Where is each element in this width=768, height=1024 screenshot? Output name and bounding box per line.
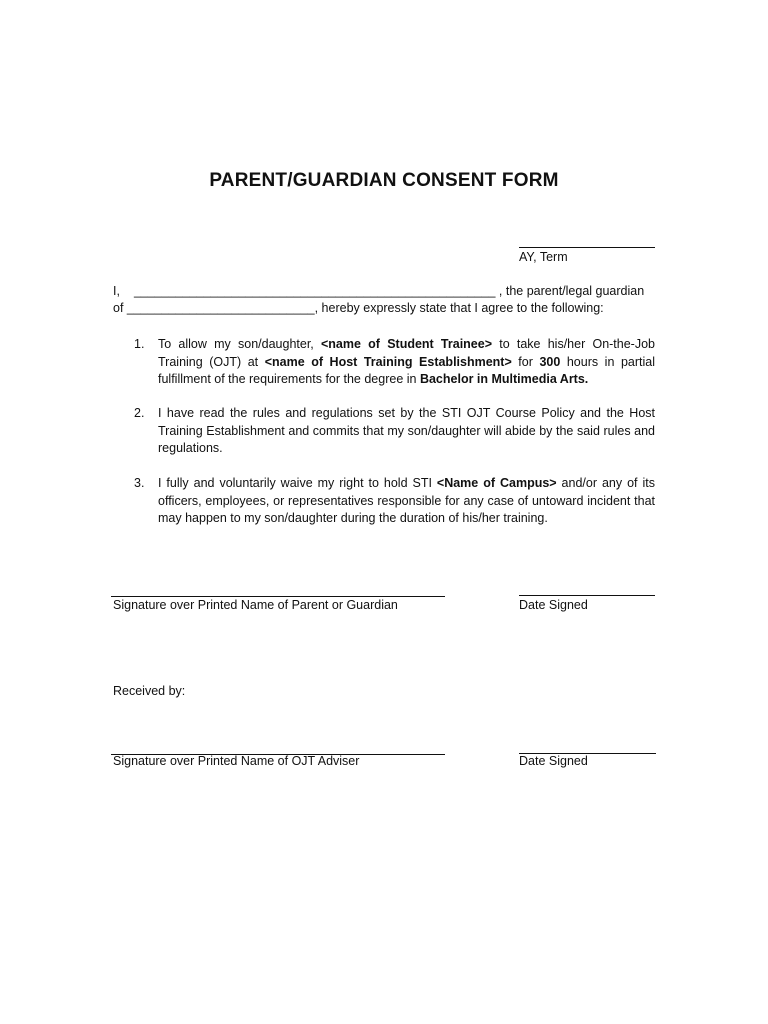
item-text-part: To allow my son/daughter, [158,337,321,351]
adviser-signature-label: Signature over Printed Name of OJT Adviser [113,754,360,768]
parent-date-line [519,595,655,596]
student-trainee-placeholder: <name of Student Trainee> [321,337,493,351]
ay-term-line [519,247,655,248]
item-number: 1. [134,337,145,351]
item-text-part: for [511,354,540,369]
parent-signature-line [111,596,445,597]
item-text-part: I fully and voluntarily waive my right to hold STI [158,476,437,490]
item-number: 2. [134,406,145,420]
item-text-part: hours in partial fulfillment of the requirements for the degree in [158,354,655,386]
intro-line-1-prefix: I, [113,284,120,298]
parent-signature-label: Signature over Printed Name of Parent or Guardian [113,598,398,612]
agreement-item-3 [134,475,655,528]
item-text-part: I have read the rules and regulations set by the STI OJT Course Policy and the Host Training Establishment and commits that my son/daughter will abide by the said rules and regulations. [158,406,655,455]
agreement-item-1 [134,336,655,389]
intro-line-1 [113,283,655,301]
parent-date-label: Date Signed [519,598,588,612]
degree-name: Bachelor in Multimedia Arts. [419,372,589,386]
agreement-item-2 [134,405,655,458]
ay-term-label: AY, Term [519,250,568,264]
item-text-part: and/or any of its officers, employees, or representatives responsible for any case of untoward incident that may happen to my son/daughter during the duration of his/her training. [158,476,655,525]
item-text [158,405,655,458]
campus-placeholder: <Name of Campus> [436,476,557,490]
item-text [158,475,655,528]
adviser-date-label: Date Signed [519,754,588,768]
item-text-part: to take his/her On-the-Job Training (OJT) at [158,337,656,369]
item-text [158,336,655,389]
intro-line-2: of ___________________________, hereby expressly state that I agree to the following: [113,301,604,315]
item-number: 3. [134,476,145,490]
form-title: PARENT/GUARDIAN CONSENT FORM [209,170,559,191]
hours-value: 300 [539,354,561,369]
intro-line-1-rest: ____________________________________________________ , the parent/legal guardian [133,284,645,298]
host-establishment-placeholder: <name of Host Training Establishment> [264,354,512,369]
received-by-label: Received by: [113,684,186,698]
